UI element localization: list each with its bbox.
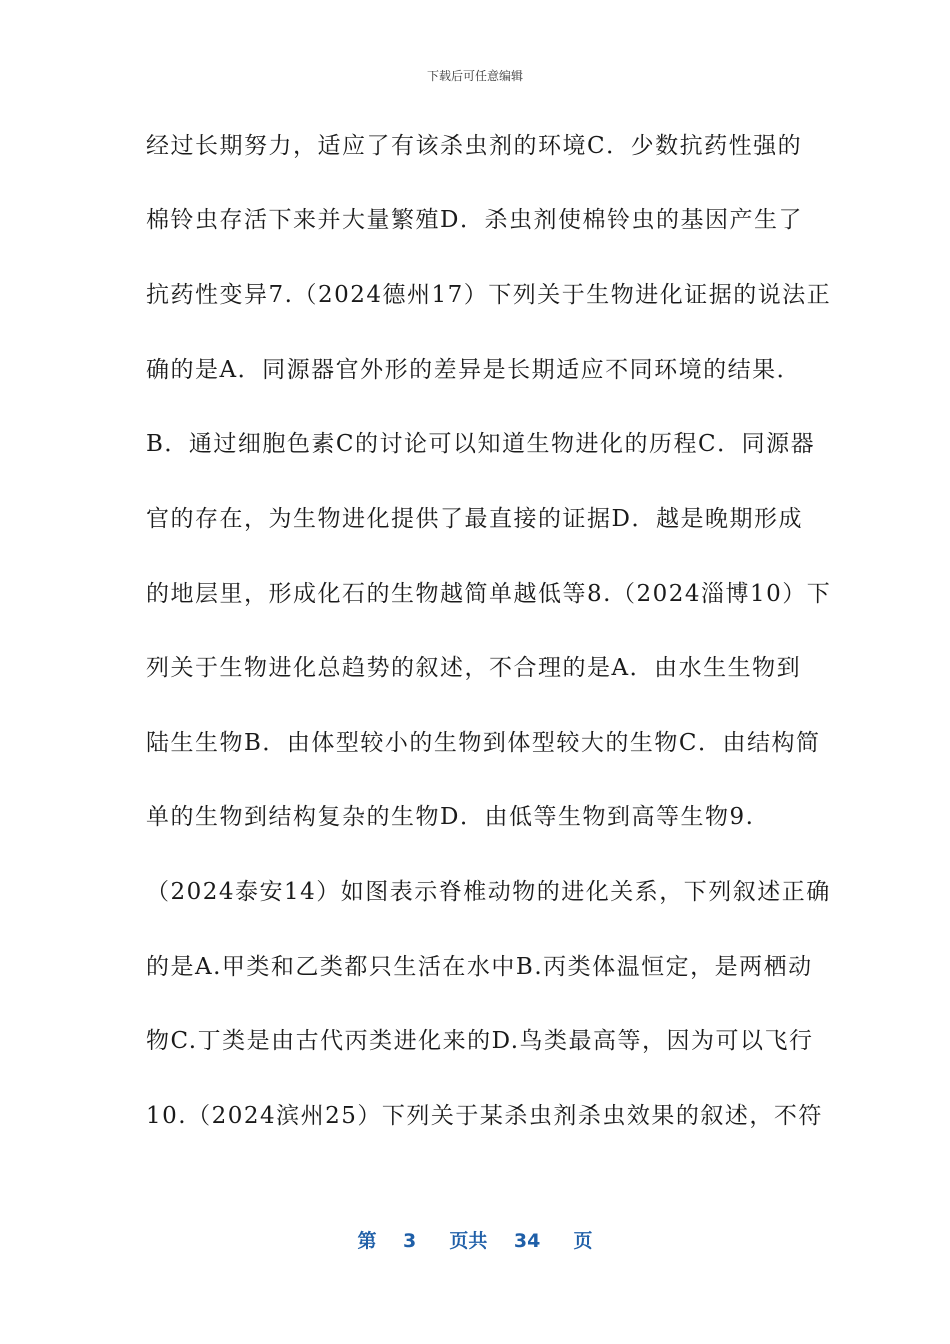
text-line: 棉铃虫存活下来并大量繁殖D．杀虫剂使棉铃虫的基因产生了 <box>146 207 803 233</box>
text-line: 物C.丁类是由古代丙类进化来的D.鸟类最高等，因为可以飞行 <box>146 1028 814 1054</box>
page-label-mid: 页共 <box>449 1230 488 1252</box>
page-label-suffix: 页 <box>573 1230 593 1252</box>
text-line: 官的存在，为生物进化提供了最直接的证据D．越是晚期形成 <box>146 506 803 532</box>
page-label-prefix: 第 <box>357 1230 377 1252</box>
text-line: 10.（2024滨州25）下列关于某杀虫剂杀虫效果的叙述，不符 <box>146 1103 823 1129</box>
text-line: 单的生物到结构复杂的生物D．由低等生物到高等生物9. <box>146 804 755 830</box>
page-number: 3 <box>403 1230 417 1252</box>
text-line: 确的是A．同源器官外形的差异是长期适应不同环境的结果． <box>146 357 802 383</box>
text-line: 经过长期努力，适应了有该杀虫剂的环境C．少数抗药性强的 <box>146 133 803 159</box>
text-line: 陆生生物B．由体型较小的生物到体型较大的生物C．由结构简 <box>146 730 821 756</box>
text-line: B．通过细胞色素C的讨论可以知道生物进化的历程C．同源器 <box>146 431 816 457</box>
text-line: 的地层里，形成化石的生物越简单越低等8.（2024淄博10）下 <box>146 581 832 607</box>
text-line: 列关于生物进化总趋势的叙述，不合理的是A．由水生生物到 <box>146 655 802 681</box>
text-line: （2024泰安14）如图表示脊椎动物的进化关系，下列叙述正确 <box>146 879 831 905</box>
total-pages: 34 <box>513 1230 541 1252</box>
header-note: 下载后可任意编辑 <box>426 69 523 83</box>
text-line: 的是A.甲类和乙类都只生活在水中B.丙类体温恒定，是两栖动 <box>146 954 813 980</box>
text-line: 抗药性变异7.（2024德州17）下列关于生物进化证据的说法正 <box>146 282 832 308</box>
page-footer <box>0 1226 950 1253</box>
